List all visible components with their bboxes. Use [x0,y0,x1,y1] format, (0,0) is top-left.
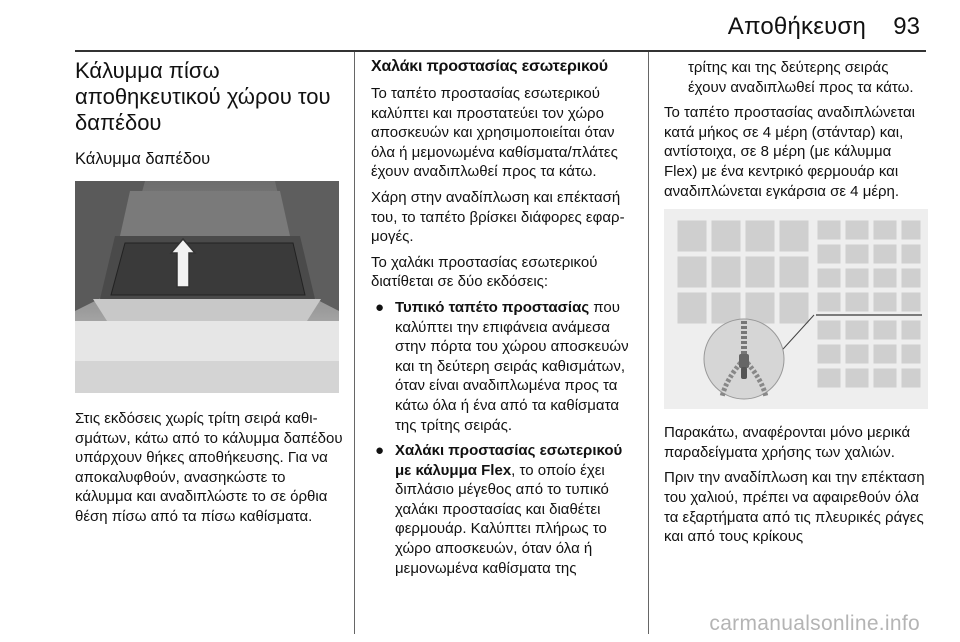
watermark: carmanualsonline.info [709,612,920,635]
list-item [371,441,635,578]
mat-fold-diagram [664,209,928,409]
fold-paragraph: Το ταπέτο προστασίας αναδιπλώνεται κατά μήκος σε 4 μέρη (στάνταρ) και, αντίστοιχα, σε 8 μέρη (με κάλυμμα Flex) με ένα κεντρικό φερμουάρ και αναδιπλώνεται εγκάρσια σε 4 μέρη. [664,104,915,200]
column-3 [664,58,928,553]
bullet-icon: ● [375,442,385,460]
mat-paragraph-3: Το χαλάκι προστασίας εσωτερικού διατίθεται σε δύο εκδόσεις: [371,253,598,291]
mat-paragraph-1: Το ταπέτο προστασίας εσωτερικού καλύπτει και προστατεύει τον χώρο αποσκευών και χρησιμοποιείται όταν όλα ή μεμονωμένα καθίσματα/πλάτες έχουν αναδιπλωθεί προς τα κάτω. [371,85,618,181]
mat-paragraph-2: Χάρη στην αναδίπλωση και επέκτασή του, το ταπέτο βρίσκει διάφορες εφαρμογές. [371,188,625,246]
bullet-text: που καλύπτει την επιφάνεια ανάμεσα στην πόρτα του χώρου αποσκευών και τη δεύτερη σειράς καθισμάτων, όταν είναι αναδιπλωμένα προς τα κάτω όλα ή ένα από τα καθίσματα της τρίτης σειράς. [395,298,629,434]
preparation-paragraph: Πριν την αναδίπλωση και την επέκταση του χαλιού, πρέπει να αφαιρεθούν όλα τα εξαρτήματα από τις πλευρικές ράγες και από τους κρίκους [664,469,925,546]
column-divider [648,52,649,634]
bullet-text: , το οποίο έχει διπλάσιο μέγεθος από το τυπικό χαλάκι προστασίας και διαθέτει φερμουάρ. Καλύπτει πλήρως το χώρο αποσκευών, όταν όλα ή μεμονωμένα καθίσματα της [395,461,609,577]
bullet-title: Χαλάκι προστασίας εσωτερικού με κάλυμμα Flex [395,442,623,479]
bullet-title: Τυπικό ταπέτο προστασίας [395,298,590,316]
header-rule [75,50,926,52]
column-1 [75,58,343,533]
cargo-floor-photo [75,181,339,393]
page-header [0,0,960,52]
list-item [371,298,635,435]
column-divider [354,52,355,634]
heading-floor-cover: Κάλυμμα πίσω αποθηκευτικού χώρου του δαπέδου [75,58,331,135]
floor-cover-text: Στις εκδόσεις χωρίς τρίτη σειρά καθισμάτων, κάτω από το κάλυμμα δαπέδου υπάρχουν θήκες αποθήκευσης. Για να αποκαλυφθούν, ανασηκώστε το κάλυμμα και αναδιπλώστε το σε όρθια θέση πίσω από τα πίσω καθίσματα. [75,410,343,525]
usage-paragraph: Παρακάτω, αναφέρονται μόνο μερικά παραδείγματα χρήσης των χαλιών. [664,424,911,461]
subheading-floor-cover: Κάλυμμα δαπέδου [75,150,211,168]
section-title: Αποθήκευση [727,13,866,40]
bullet-icon: ● [375,298,385,316]
heading-protective-mat: Χαλάκι προστασίας εσωτερικού [371,58,608,75]
continued-text: τρίτης και της δεύτερης σειράς έχουν αναδιπλωθεί προς τα κάτω. [688,59,914,96]
page-number: 93 [893,13,920,40]
column-2 [371,58,635,584]
